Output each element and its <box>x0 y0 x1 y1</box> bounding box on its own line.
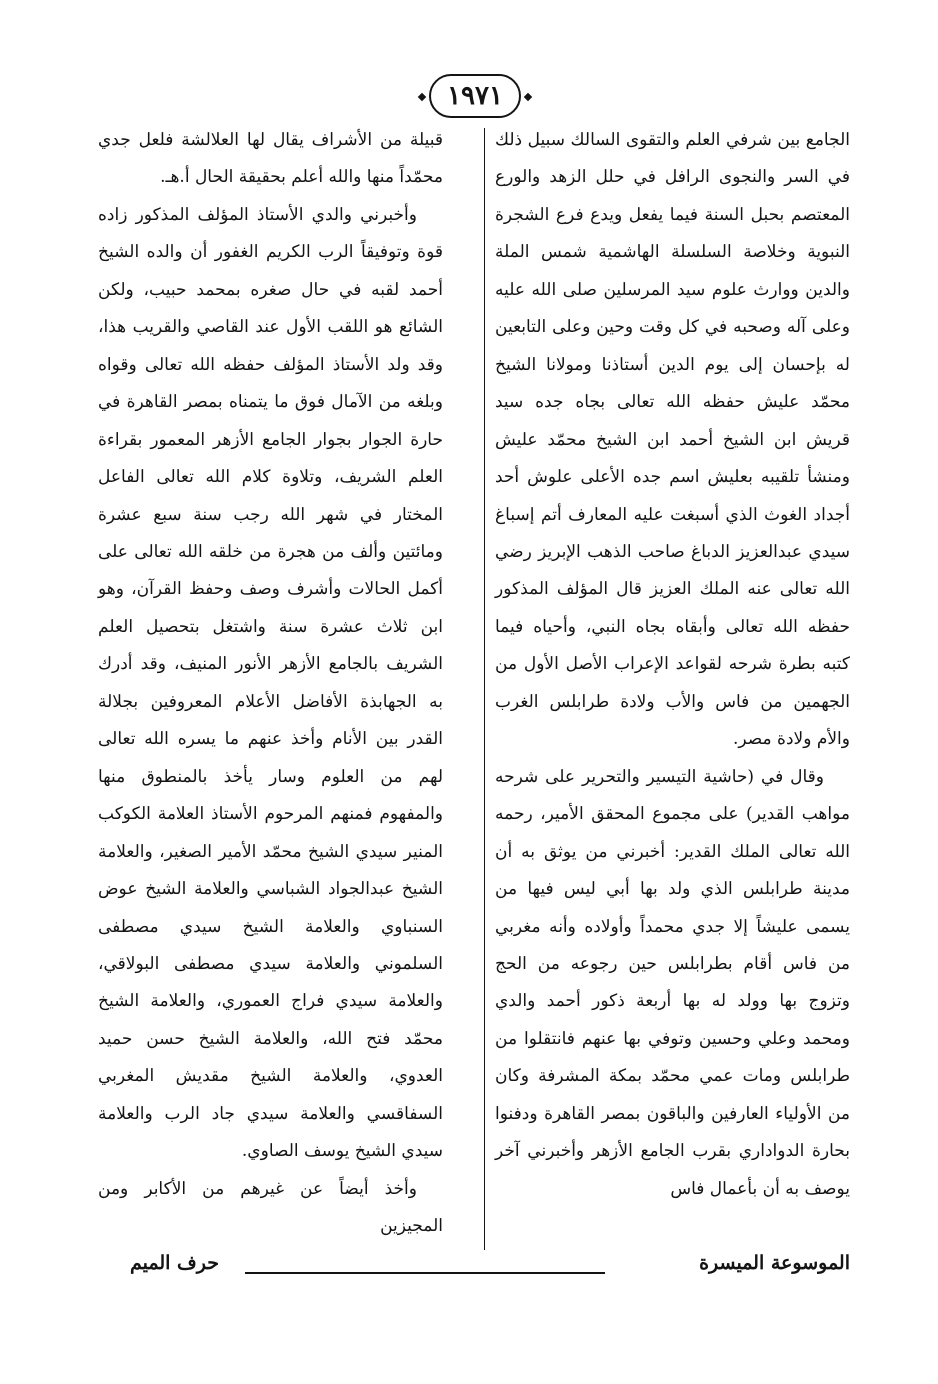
right-paragraph-1: الجامع بين شرفي العلم والتقوى السالك سبيل ذلك في السر والنجوى الرافل في حلل الزهد والورع المعتصم بحبل السنة فيما يفعل ويدع فرع الشجرة النبوية وخلاصة السلسلة الهاشمية شمس الملة والدين ووارث علوم سيد المرسلين صلى الله عليه وعلى آله وصحبه في كل وقت وحين وعلى التابعين له بإحسان إلى يوم الدين أستاذنا ومولانا الشيخ محمّد عليش حفظه الله تعالى بجاه جده سيد قريش ابن الشيخ أحمد ابن الشيخ محمّد عليش ومنشأ تلقيبه بعليش اسم جده الأعلى علوش أحد أجداد الغوث الذي أسبغت عليه المعارف أتم إسباغ سيدي عبدالعزيز الدباغ صاحب الذهب الإبريز رضي الله تعالى عنه الملك العزيز قال المؤلف المذكور حفظه الله تعالى وأبقاه بجاه النبي، وأحياه فيما كتبه بطرة شرحه لقواعد الإعراب الأصل الأول من الجهمين من فاس والأب ولادة طرابلس الغرب والأم ولادة مصر. <box>495 130 850 750</box>
footer-rule <box>245 1272 605 1274</box>
page-footer <box>130 1250 850 1282</box>
right-column <box>495 122 850 1252</box>
left-paragraph-2: وأخبرني والدي الأستاذ المؤلف المذكور زاده قوة وتوفيقاً الرب الكريم الغفور أن والده الشيخ أحمد لقبه في حال صغره بمحمد حبيب، ولكن الشائع هو اللقب الأول عند القاصي والقريب هذا، وقد ولد الأستاذ المؤلف حفظه الله تعالى وقواه وبلغه من الآمال فوق ما يتمناه بمصر القاهرة في حارة الجوار بجوار الجامع الأزهر المعمور بقراءة العلم الشريف، وتلاوة كلام الله تعالى الفاعل المختار في شهر الله رجب سنة سبع عشرة ومائتين وألف من هجرة من خلقه الله تعالى على أكمل الحالات وأشرف وصف وحفظ القرآن، وهو ابن ثلاث عشرة سنة واشتغل بتحصيل العلم الشريف بالجامع الأزهر الأنور المنيف، وقد أدرك به الجهابذة الأفاضل الأعلام المعروفين بجلالة القدر بين الأنام وأخذ عنهم ما يسره الله تعالى لهم من العلوم وسار يأخذ بالمنطوق منها والمفهوم فمنهم المرحوم الأستاذ العلامة الكوكب المنير سيدي الشيخ محمّد الأمير الصغير، والعلامة الشيخ عبدالجواد الشباسي والعلامة الشيخ عوض السنباوي والعلامة الشيخ سيدي مصطفى السلموني والعلامة سيدي مصطفى البولاقي، والعلامة سيدي فراج العموري، والعلامة الشيخ محمّد فتح الله، والعلامة الشيخ حسن حميد العدوي، والعلامة الشيخ مقديش المغربي السفاقسي والعلامة سيدي جاد الرب والعلامة سيدي الشيخ يوسف الصاوي. <box>98 204 443 1162</box>
page-number: ١٩٧١ <box>429 74 521 118</box>
left-paragraph-1: قبيلة من الأشراف يقال لها العلالشة فلعل جدي محمّداً منها والله أعلم بحقيقة الحال أ.هـ. <box>98 130 443 188</box>
left-column <box>98 122 443 1252</box>
column-divider <box>484 128 485 1250</box>
footer-book-title: الموسوعة الميسرة <box>699 1252 850 1274</box>
right-paragraph-2: وقال في (حاشية التيسير والتحرير على شرحه مواهب القدير) على مجموع المحقق الأمير، رحمه الله تعالى الملك القدير: أخبرني من يوثق به أن مدينة طرابلس الذي ولد بها أبي ليس فيها من يسمى عليشاً إلا جدي محمداً وأولاده وأنه مغربي من فاس أقام بطرابلس حين رجوعه من الحج وتزوج بها وولد له بها أربعة ذكور أحمد والدي ومحمد وعلي وحسين وتوفي بها عنهم فانتقلوا من طرابلس ومات عمي محمّد بمكة المشرفة وكان من الأولياء العارفين والباقون بمصر القاهرة ودفنوا بحارة الدواداري بقرب الجامع الأزهر وأخبرني آخر يوصف به أن بأعمال فاس <box>495 766 850 1199</box>
footer-section: حرف الميم <box>130 1252 219 1274</box>
left-paragraph-3: وأخذ أيضاً عن غيرهم من الأكابر ومن المجيزين <box>98 1178 443 1237</box>
